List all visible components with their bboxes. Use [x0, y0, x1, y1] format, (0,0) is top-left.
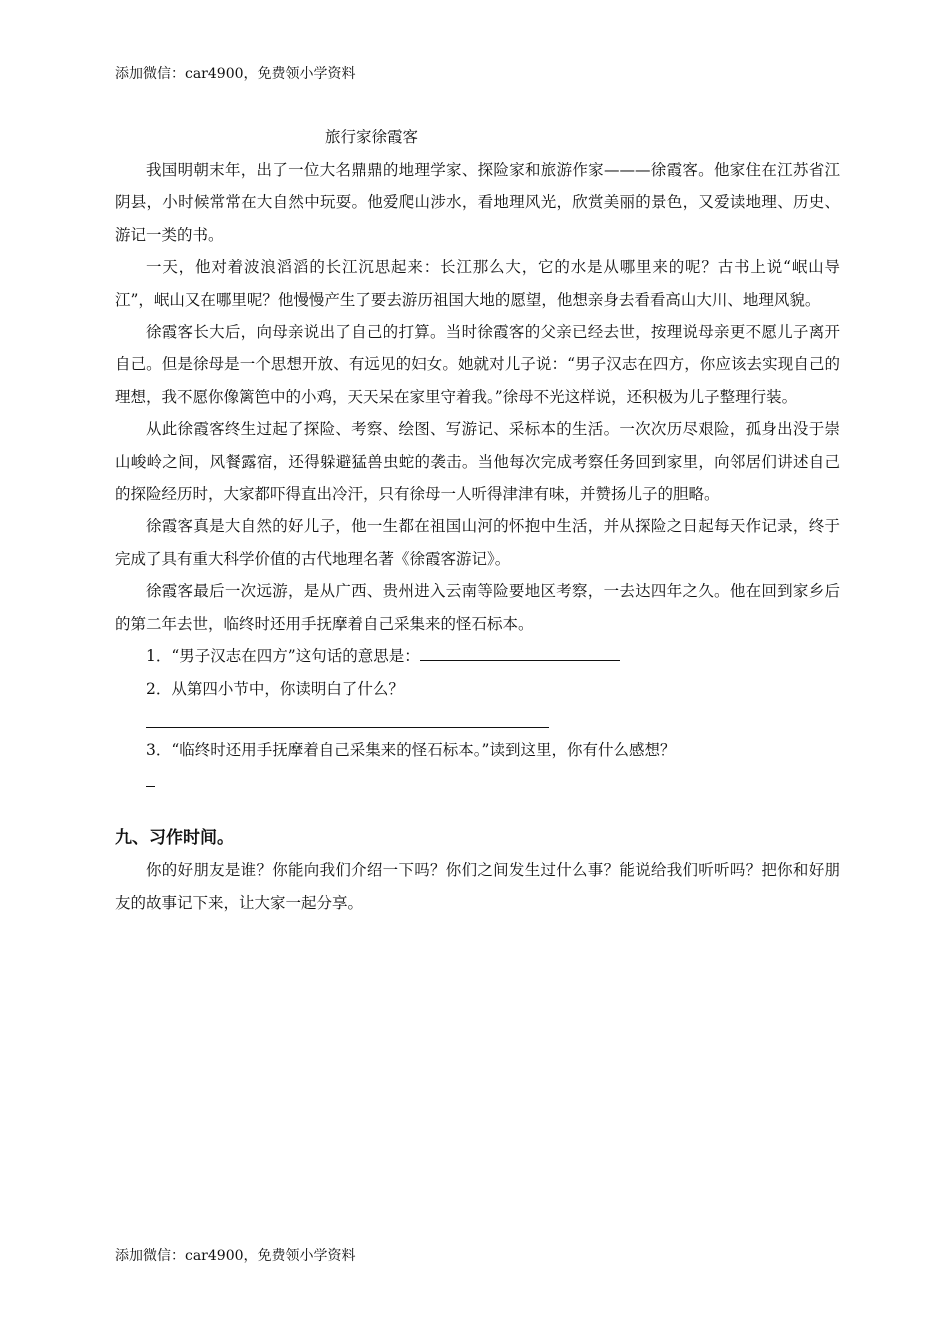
article-paragraph-4: 从此徐霞客终生过起了探险、考察、绘图、写游记、采标本的生活。一次次历尽艰险，孤身出没于崇山峻岭之间，风餐露宿，还得躲避猛兽虫蛇的袭击。当他每次完成考察任务回到家里，向邻居们讲述自己的探险经历时，大家都吓得直出冷汗，只有徐母一人听得津津有味，并赞扬儿子的胆略。 [115, 420, 840, 504]
article-paragraph-2: 一天，他对着波浪滔滔的长江沉思起来：长江那么大，它的水是从哪里来的呢？古书上说“岷山导江”，岷山又在哪里呢？他慢慢产生了要去游历祖国大地的愿望，他想亲身去看看高山大川、地理风貌。 [115, 258, 840, 309]
header-note: 添加微信：car4900，免费领小学资料 [115, 66, 356, 82]
article-title: 旅行家徐霞客 [325, 128, 419, 146]
question-3-text: 3．“临终时还用手抚摩着自己采集来的怪石标本。”读到这里，你有什么感想？ [146, 740, 676, 759]
section-9-heading: 九、习作时间。 [115, 828, 234, 849]
question-1 [115, 640, 840, 672]
article-paragraph-3: 徐霞客长大后，向母亲说出了自己的打算。当时徐霞客的父亲已经去世，按理说母亲更不愿儿子离开自己。但是徐母是一个思想开放、有远见的妇女。她就对儿子说：“男子汉志在四方，你应该去实现自己的理想，我不愿你像篱笆中的小鸡，天天呆在家里守着我。”徐母不光这样说，还积极为儿子整理行装。 [115, 323, 840, 406]
answer-blank-1[interactable] [420, 642, 620, 661]
section-9-body: 你的好朋友是谁？你能向我们介绍一下吗？你们之间发生过什么事？能说给我们听听吗？把你和好朋友的故事记下来，让大家一起分享。 [115, 861, 840, 912]
article-paragraph-1: 我国明朝末年，出了一位大名鼎鼎的地理学家、探险家和旅游作家———徐霞客。他家住在江苏省江阴县，小时候常常在大自然中玩耍。他爱爬山涉水，看地理风光，欣赏美丽的景色，又爱读地理、历史、游记一类的书。 [115, 161, 840, 244]
question-2-text: 2．从第四小节中，你读明白了什么？ [146, 679, 404, 698]
article-paragraph-6: 徐霞客最后一次远游，是从广西、贵州进入云南等险要地区考察，一去达四年之久。他在回到家乡后的第二年去世，临终时还用手抚摩着自己采集来的怪石标本。 [115, 582, 840, 633]
question-3 [115, 734, 840, 766]
answer-line-3[interactable] [146, 766, 155, 787]
article-paragraph-5: 徐霞客真是大自然的好儿子，他一生都在祖国山河的怀抱中生活，并从探险之日起每天作记录，终于完成了具有重大科学价值的古代地理名著《徐霞客游记》。 [115, 517, 840, 568]
footer-note: 添加微信：car4900，免费领小学资料 [115, 1248, 356, 1264]
question-1-text: 1．“男子汉志在四方”这句话的意思是： [146, 647, 420, 666]
question-2 [115, 673, 840, 705]
answer-line-2[interactable] [146, 705, 549, 728]
document-content [115, 124, 840, 919]
